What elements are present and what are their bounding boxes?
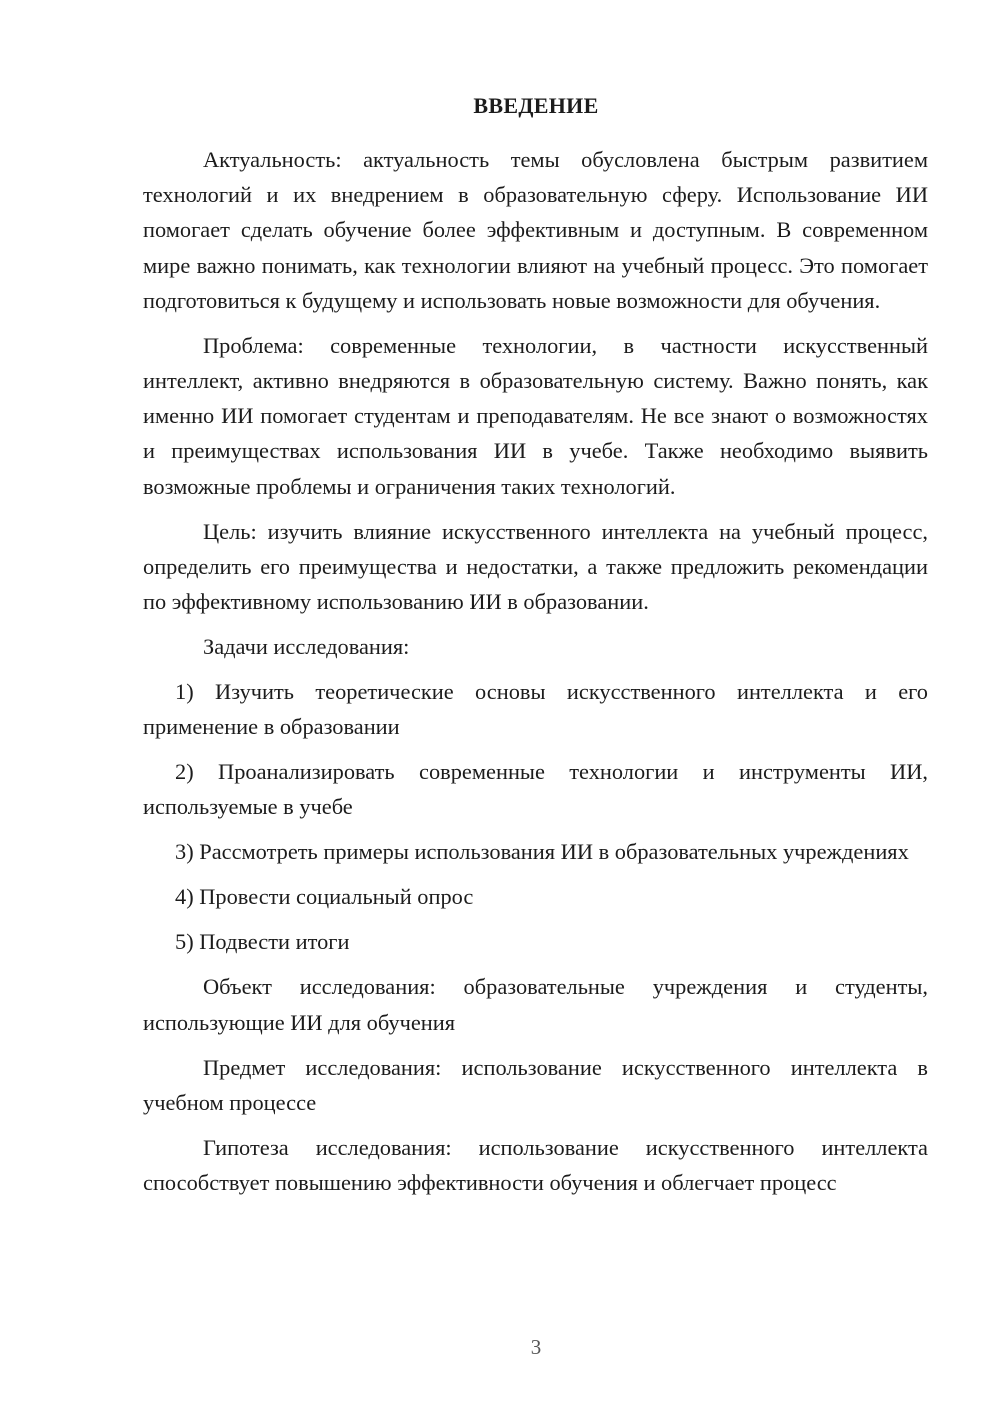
paragraph-goal: Цель: изучить влияние искусственного интеллекта на учебный процесс, определить его преимущества и недостатки, а также предложить рекомендации по эффективному использованию ИИ в образовании. [143,518,928,615]
paragraph-tasks-intro: Задачи исследования: [203,634,410,660]
task-item-1: 1) Изучить теоретические основы искусственного интеллекта и его применение в образовании [143,679,928,740]
paragraph-problem: Проблема: современные технологии, в частности искусственный интеллект, активно внедряются в образовательную систему. Важно понять, как именно ИИ помогает студентам и преподавателям. Не все знают о возможностях и преимуществах использования ИИ в учебе. Также необходимо выявить возможные проблемы и ограничения таких технологий. [143,332,928,499]
paragraph-hypothesis: Гипотеза исследования: использование искусственного интеллекта способствует повышению эффективности обучения и облегчает процесс [143,1134,928,1196]
paragraph-object: Объект исследования: образовательные учреждения и студенты, использующие ИИ для обучения [143,974,928,1035]
task-item-5: 5) Подвести итоги [175,929,350,955]
paragraph-relevance: Актуальность: актуальность темы обусловлена быстрым развитием технологий и их внедрением в образовательную сферу. Использование ИИ помогает сделать обучение более эффективным и доступным. В современном мире важно понимать, как технологии влияют на учебный процесс. Это помогает подготовиться к будущему и использовать новые возможности для обучения. [143,147,928,313]
task-item-4: 4) Провести социальный опрос [175,884,474,910]
paragraph-subject: Предмет исследования: использование искусственного интеллекта в учебном процессе [143,1054,928,1115]
body-text [143,142,928,1210]
task-item-3: 3) Рассмотреть примеры использования ИИ в образовательных учреждениях [175,839,909,865]
section-heading: ВВЕДЕНИЕ [473,93,599,118]
page-number: 3 [530,1335,542,1359]
task-item-2: 2) Проанализировать современные технологии и инструменты ИИ, используемые в учебе [143,759,928,820]
